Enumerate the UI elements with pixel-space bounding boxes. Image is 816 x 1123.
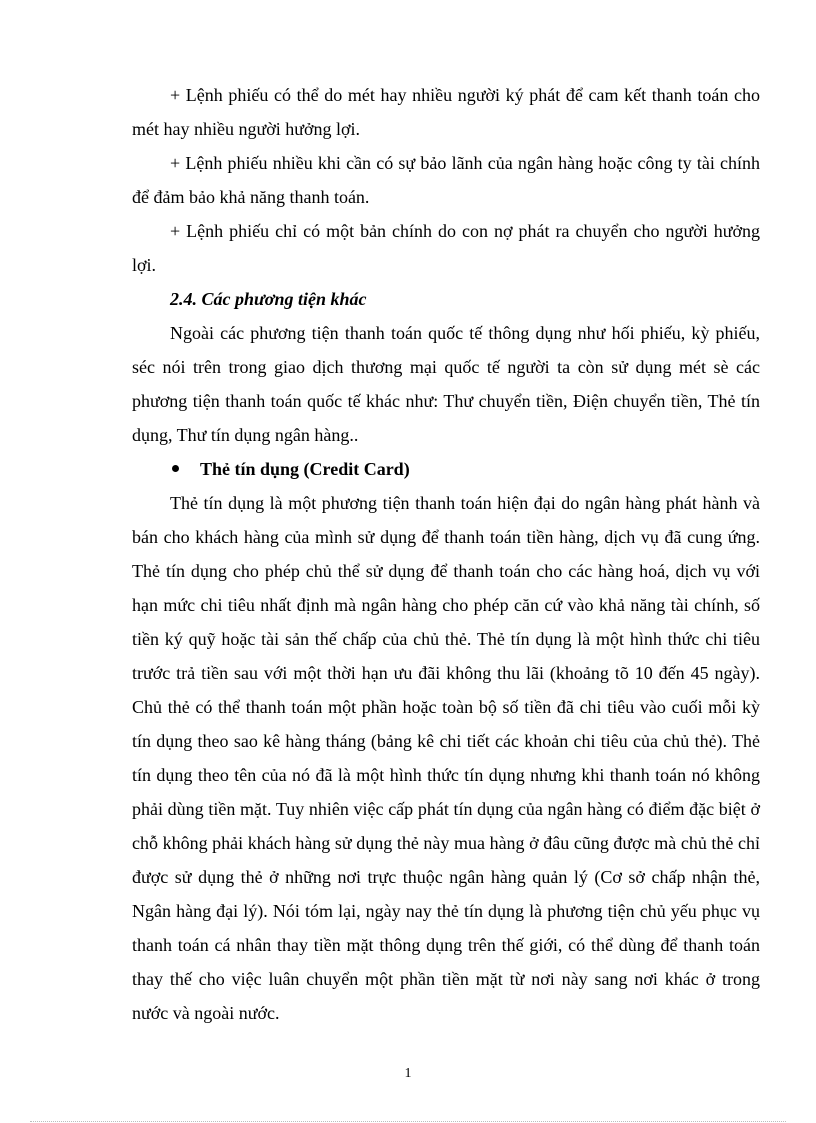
paragraph-promissory-note-guarantee: + Lệnh phiếu nhiều khi cần có sự bảo lãnh của ngân hàng hoặc công ty tài chính để đảm bảo khả năng thanh toán.: [132, 153, 760, 207]
document-page: [132, 78, 760, 1030]
paragraph-credit-card-body: Thẻ tín dụng là một phương tiện thanh toán hiện đại do ngân hàng phát hành và bán cho khách hàng của mình sử dụng để thanh toán tiền hàng, dịch vụ đã cung ứng. Thẻ tín dụng cho phép chủ thể sử dụng để thanh toán cho các hàng hoá, dịch vụ với hạn mức chi tiêu nhất định mà ngân hàng cho phép căn cứ vào khả năng tài chính, số tiền ký quỹ hoặc tài sản thế chấp của chủ thẻ. Thẻ tín dụng là một hình thức chi tiêu trước trả tiền sau với một thời hạn ưu đãi không thu lãi (khoảng tõ 10 đến 45 ngày). Chủ thẻ có thể thanh toán một phần hoặc toàn bộ số tiền đã chi tiêu vào cuối mỗi kỳ tín dụng theo sao kê hàng tháng (bảng kê chi tiết các khoản chi tiêu của chủ thẻ). Thẻ tín dụng theo tên của nó đã là một hình thức tín dụng nhưng khi thanh toán nó không phải dùng tiền mặt. Tuy nhiên việc cấp phát tín dụng của ngân hàng có điểm đặc biệt ở chỗ không phải khách hàng sử dụng thẻ này mua hàng ở đâu cũng được mà chủ thẻ chỉ được sử dụng thẻ ở những nơi trực thuộc ngân hàng quản lý (Cơ sở chấp nhận thẻ, Ngân hàng đại lý). Nói tóm lại, ngày nay thẻ tín dụng là phương tiện chủ yếu phục vụ thanh toán cá nhân thay tiền mặt thông dụng trên thế giới, có thể dùng để thanh toán thay thế cho việc luân chuyển một phần tiền mặt từ nơi này sang nơi khác ở trong nước và ngoài nước.: [132, 493, 760, 1023]
paragraph-promissory-note-original: + Lệnh phiếu chỉ có một bản chính do con nợ phát ra chuyển cho người hưởng lợi.: [132, 221, 760, 275]
bullet-dot-icon: [172, 465, 179, 472]
paragraph-promissory-note-issuers: + Lệnh phiếu có thể do mét hay nhiều người ký phát để cam kết thanh toán cho mét hay nhiều người hưởng lợi.: [132, 85, 760, 139]
paragraph-other-instruments: Ngoài các phương tiện thanh toán quốc tế thông dụng như hối phiếu, kỳ phiếu, séc nói trên trong giao dịch thương mại quốc tế người ta còn sử dụng mét sè các phương tiện thanh toán quốc tế khác như: Thư chuyển tiền, Điện chuyển tiền, Thẻ tín dụng, Thư tín dụng ngân hàng..: [132, 323, 760, 445]
page-bottom-divider: [30, 1121, 786, 1122]
bullet-heading-text: Thẻ tín dụng (Credit Card): [200, 459, 410, 479]
bullet-credit-card: [132, 452, 760, 486]
page-number: 1: [404, 1066, 412, 1081]
section-heading: 2.4. Các phương tiện khác: [170, 289, 367, 309]
